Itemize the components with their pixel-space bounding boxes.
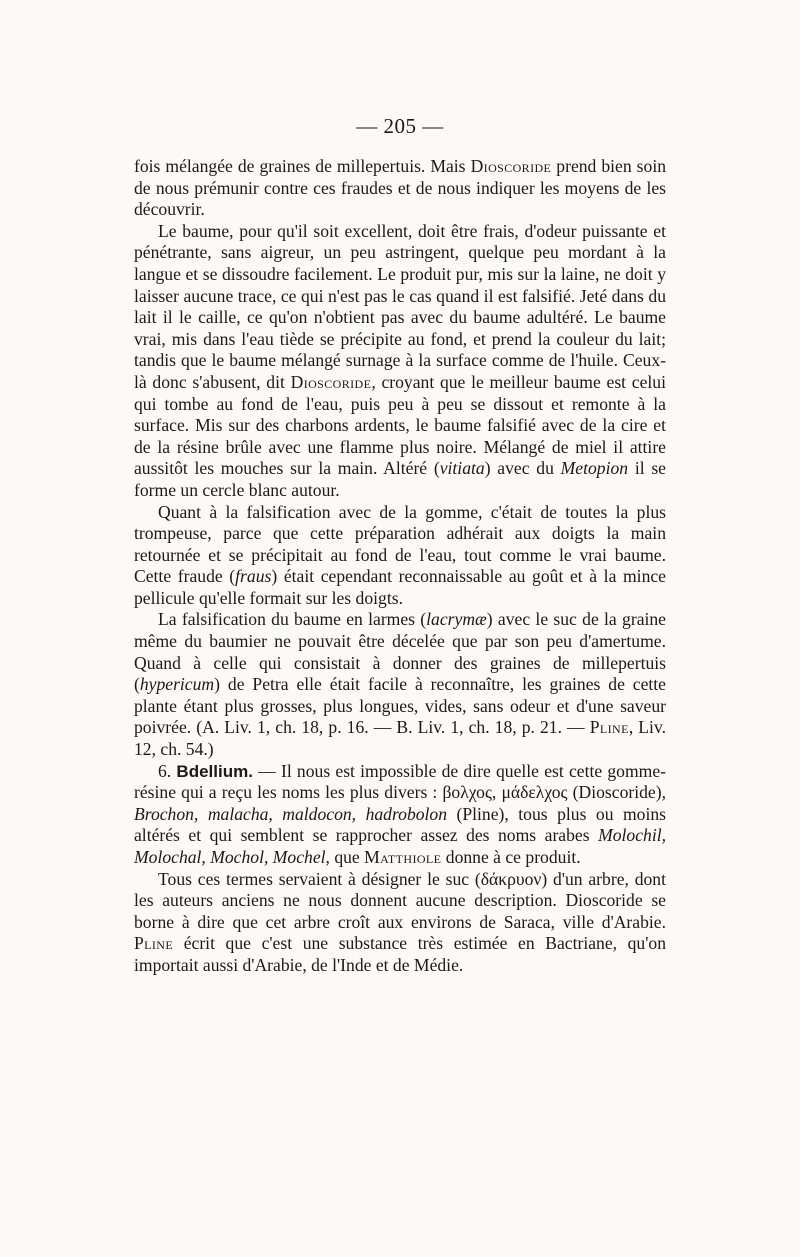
text-run: , Liv. 12, ch. 54.) (134, 717, 666, 760)
text-run: Tous ces termes servaient à désigner le suc (δάκρυον) d'un arbre, dont les auteurs anciens ne nous donnent aucune description. Dioscoride se borne à dire que cet arbre croît aux environs de Saraca, ville d'Arabie. (134, 868, 666, 932)
text-run: il se forme un cercle blanc autour. (134, 458, 666, 500)
text-run: La falsification du baume en larmes ( (158, 609, 427, 630)
text-run: , que (325, 847, 365, 867)
italic-term: fraus (235, 566, 272, 587)
author-name: Pline (589, 717, 629, 738)
paragraph-6 (134, 869, 666, 977)
text-run: prend bien soin de nous prémunir contre ces fraudes et de nous indiquer les moyens de les découvrir. (134, 156, 667, 220)
paragraph-4 (134, 609, 666, 760)
text-run: donne à ce produit. (441, 847, 581, 867)
paragraph-1 (134, 156, 666, 221)
paragraph-2 (134, 221, 666, 502)
paragraph-5 (134, 761, 666, 869)
text-run: ) de Petra elle était facile à reconnaître, les graines de cette plante étant plus grosses, plus longues, vides, sans odeur et d'une saveur poivrée. (A. Liv. 1, ch. 18, p. 16. — B. Liv. 1, ch. 18, p. 21. — (134, 674, 666, 738)
text-run: Quant à la falsification avec de la gomme, c'était de toutes la plus trompeuse, parce que cette préparation adhérait aux doigts la main retournée et se précipitait au fond de l'eau, tout comme le vrai baume. Cette fraude ( (134, 501, 666, 587)
italic-term: vitiata (439, 458, 485, 479)
author-name: Dioscoride (470, 156, 552, 176)
text-run: ) avec le suc de la graine même du baumier ne pouvait être décelée que par son peu d'amertume. Quand à celle qui consistait à donner des graines de millepertuis ( (134, 609, 666, 695)
text-run: — Il nous est impossible de dire quelle est cette gomme-résine qui a reçu les noms les plus divers : βολχος, μάδελχος (Dioscoride), (134, 760, 667, 803)
text-run: Le baume, pour qu'il soit excellent, doit être frais, d'odeur puissante et pénétrante, sans aigreur, un peu astringent, quelque peu mordant à la langue et se dissoudre facilement. Le produit pur, mis sur la laine, ne doit y laisser aucune trace, ce qui n'est pas le cas quand il est falsifié. Jeté dans du lait il le caille, ce qu'on n'obtient pas avec du baume adultéré. Le baume vrai, mis dans l'eau tiède se précipite au fond, et prend la couleur du lait; tandis que le baume mélangé surnage à la surface comme de l'huile. Ceux-là donc s'abusent, dit (134, 220, 666, 392)
text-run: ) avec du (484, 458, 561, 479)
text-run: (Pline), tous plus ou moins altérés et qui semblent se rapprocher assez des noms arabes (134, 803, 667, 846)
italic-term: Brochon, malacha, maldocon, hadrobolon (134, 803, 448, 824)
author-name: Pline (134, 933, 174, 954)
author-name: Matthiole (364, 847, 442, 867)
page-number: — 205 — (356, 114, 444, 138)
italic-term: lacrymæ (426, 609, 487, 630)
italic-term: hypericum (139, 674, 215, 695)
paragraph-3 (134, 502, 666, 610)
section-heading: Bdellium. (176, 761, 253, 781)
text-run: ) était cependant reconnaissable au goût et à la mince pellicule qu'elle formait sur les doigts. (134, 566, 666, 608)
author-name: Dioscoride (290, 371, 372, 392)
section-number: 6. (158, 760, 177, 781)
text-run: fois mélangée de graines de millepertuis. Mais (134, 156, 471, 176)
body-text (134, 156, 666, 977)
italic-term: Metopion (560, 458, 629, 479)
italic-term: Molochil, Molochal, Mochol, Mochel (134, 825, 666, 867)
text-run: écrit que c'est une substance très estimée en Bactriane, qu'on importait aussi d'Arabie, de l'Inde et de Médie. (134, 933, 666, 975)
text-run: , croyant que le meilleur baume est celui qui tombe au fond de l'eau, puis peu à peu se dissout et remonte à la surface. Mis sur des charbons ardents, le baume falsifié avec de la cire et de la résine brûle avec une flamme plus noire. Mélangé de miel il attire aussitôt les mouches sur la main. Altéré ( (134, 371, 666, 479)
